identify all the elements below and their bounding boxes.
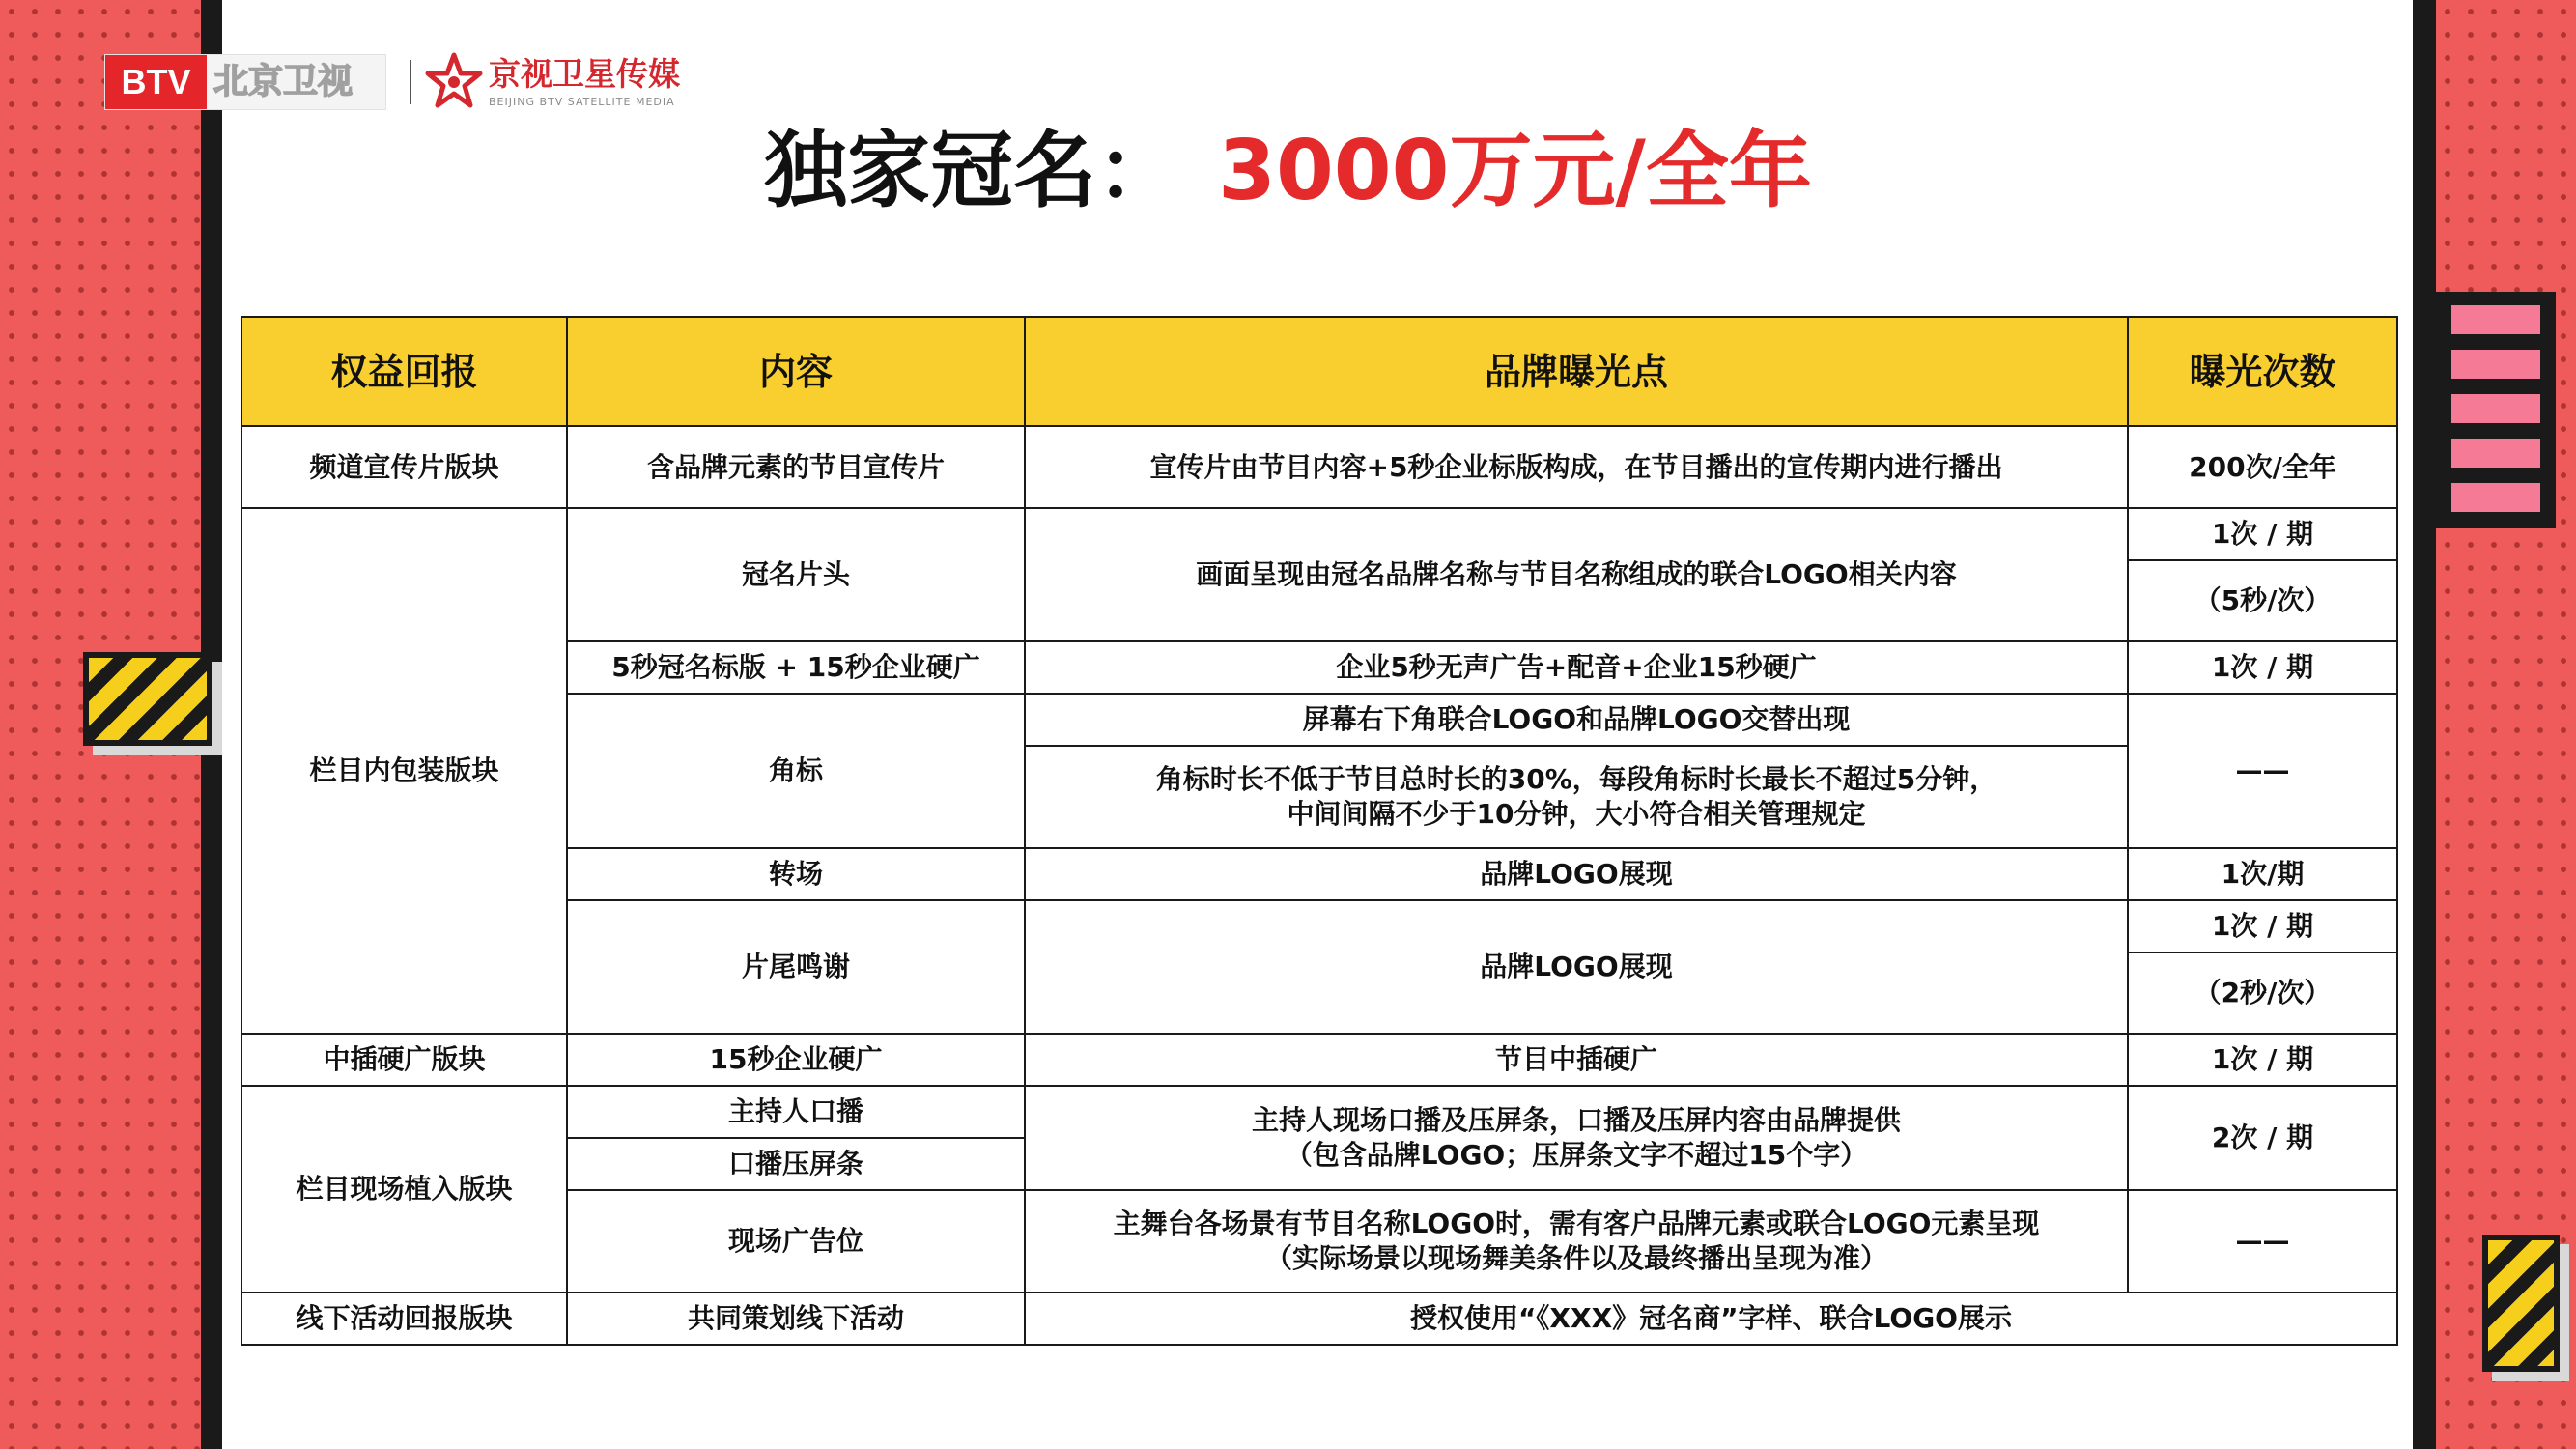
content-cell: 主持人口播 bbox=[567, 1086, 1025, 1138]
exposure-line: （包含品牌LOGO；压屏条文字不超过15个字） bbox=[1285, 1139, 1868, 1171]
exposure-cell: 屏幕右下角联合LOGO和品牌LOGO交替出现 bbox=[1025, 694, 2128, 746]
table-row bbox=[241, 1034, 2397, 1086]
category-cell: 栏目现场植入版块 bbox=[241, 1086, 567, 1293]
exposure-cell bbox=[1025, 1190, 2128, 1293]
table-row bbox=[241, 1293, 2397, 1345]
column-header: 内容 bbox=[567, 317, 1025, 426]
title-price: 3000万元/全年 bbox=[1218, 123, 1812, 219]
page-title bbox=[0, 118, 2576, 224]
exposure-cell bbox=[1025, 1086, 2128, 1190]
table-row bbox=[241, 1086, 2397, 1138]
exposure-cell: 品牌LOGO展现 bbox=[1025, 900, 2128, 1034]
count-cell: （5秒/次） bbox=[2128, 560, 2397, 641]
count-cell: —— bbox=[2128, 1190, 2397, 1293]
content-cell: 角标 bbox=[567, 694, 1025, 848]
exposure-cell: 品牌LOGO展现 bbox=[1025, 848, 2128, 900]
pink-stripe bbox=[2451, 394, 2540, 423]
table-header-row bbox=[241, 317, 2397, 426]
content-cell: 共同策划线下活动 bbox=[567, 1293, 1025, 1345]
category-cell: 频道宣传片版块 bbox=[241, 426, 567, 508]
exposure-line: 主持人现场口播及压屏条，口播及压屏内容由品牌提供 bbox=[1251, 1104, 1901, 1136]
media-brand-name: 京视卫星传媒 bbox=[489, 55, 680, 93]
column-header: 曝光次数 bbox=[2128, 317, 2397, 426]
logo-separator bbox=[410, 60, 411, 104]
exposure-cell: 企业5秒无声广告+配音+企业15秒硬广 bbox=[1025, 641, 2128, 694]
content-cell: 片尾鸣谢 bbox=[567, 900, 1025, 1034]
btv-logo bbox=[104, 54, 386, 110]
pink-stripe-panel bbox=[2436, 292, 2556, 528]
exposure-line: 角标时长不低于节目总时长的30%，每段角标时长最长不超过5分钟， bbox=[1155, 763, 1997, 795]
hazard-stripe-block-right bbox=[2482, 1235, 2560, 1372]
count-cell: （2秒/次） bbox=[2128, 952, 2397, 1034]
title-main: 独家冠名： bbox=[764, 123, 1180, 219]
table-row bbox=[241, 508, 2397, 560]
content-cell: 口播压屏条 bbox=[567, 1138, 1025, 1190]
content-cell: 转场 bbox=[567, 848, 1025, 900]
media-brand-subtitle: BEIJING BTV SATELLITE MEDIA bbox=[489, 96, 675, 108]
exposure-cell bbox=[1025, 746, 2128, 848]
count-cell: 1次/期 bbox=[2128, 848, 2397, 900]
content-cell: 含品牌元素的节目宣传片 bbox=[567, 426, 1025, 508]
pink-stripe bbox=[2451, 305, 2540, 334]
count-cell: 200次/全年 bbox=[2128, 426, 2397, 508]
content-cell: 冠名片头 bbox=[567, 508, 1025, 641]
column-header: 品牌曝光点 bbox=[1025, 317, 2128, 426]
count-cell: 2次 / 期 bbox=[2128, 1086, 2397, 1190]
count-cell: 1次 / 期 bbox=[2128, 1034, 2397, 1086]
content-cell: 现场广告位 bbox=[567, 1190, 1025, 1293]
btv-logo-mark: BTV bbox=[105, 55, 207, 109]
sponsorship-rights-table bbox=[241, 316, 2398, 1346]
content-cell: 15秒企业硬广 bbox=[567, 1034, 1025, 1086]
exposure-line: （实际场景以现场舞美条件以及最终播出呈现为准） bbox=[1264, 1242, 1887, 1274]
content-cell: 5秒冠名标版 + 15秒企业硬广 bbox=[567, 641, 1025, 694]
exposure-line: 中间间隔不少于10分钟，大小符合相关管理规定 bbox=[1287, 798, 1866, 830]
exposure-cell: 节目中插硬广 bbox=[1025, 1034, 2128, 1086]
column-header: 权益回报 bbox=[241, 317, 567, 426]
exposure-line: 主舞台各场景有节目名称LOGO时，需有客户品牌元素或联合LOGO元素呈现 bbox=[1113, 1208, 2040, 1239]
category-cell: 中插硬广版块 bbox=[241, 1034, 567, 1086]
count-cell: —— bbox=[2128, 694, 2397, 848]
count-cell: 1次 / 期 bbox=[2128, 900, 2397, 952]
count-cell: 1次 / 期 bbox=[2128, 508, 2397, 560]
channel-name: 北京卫视 bbox=[213, 62, 354, 101]
exposure-cell: 授权使用“《XXX》冠名商”字样、联合LOGO展示 bbox=[1025, 1293, 2397, 1345]
category-cell: 线下活动回报版块 bbox=[241, 1293, 567, 1345]
table-row bbox=[241, 426, 2397, 508]
hazard-stripe-block-left bbox=[83, 652, 212, 746]
count-cell: 1次 / 期 bbox=[2128, 641, 2397, 694]
category-cell: 栏目内包装版块 bbox=[241, 508, 567, 1034]
pink-stripe bbox=[2451, 350, 2540, 379]
exposure-cell: 宣传片由节目内容+5秒企业标版构成，在节目播出的宣传期内进行播出 bbox=[1025, 426, 2128, 508]
exposure-cell: 画面呈现由冠名品牌名称与节目名称组成的联合LOGO相关内容 bbox=[1025, 508, 2128, 641]
pink-stripe bbox=[2451, 439, 2540, 468]
star-logo-icon bbox=[425, 52, 483, 110]
pink-stripe bbox=[2451, 483, 2540, 512]
